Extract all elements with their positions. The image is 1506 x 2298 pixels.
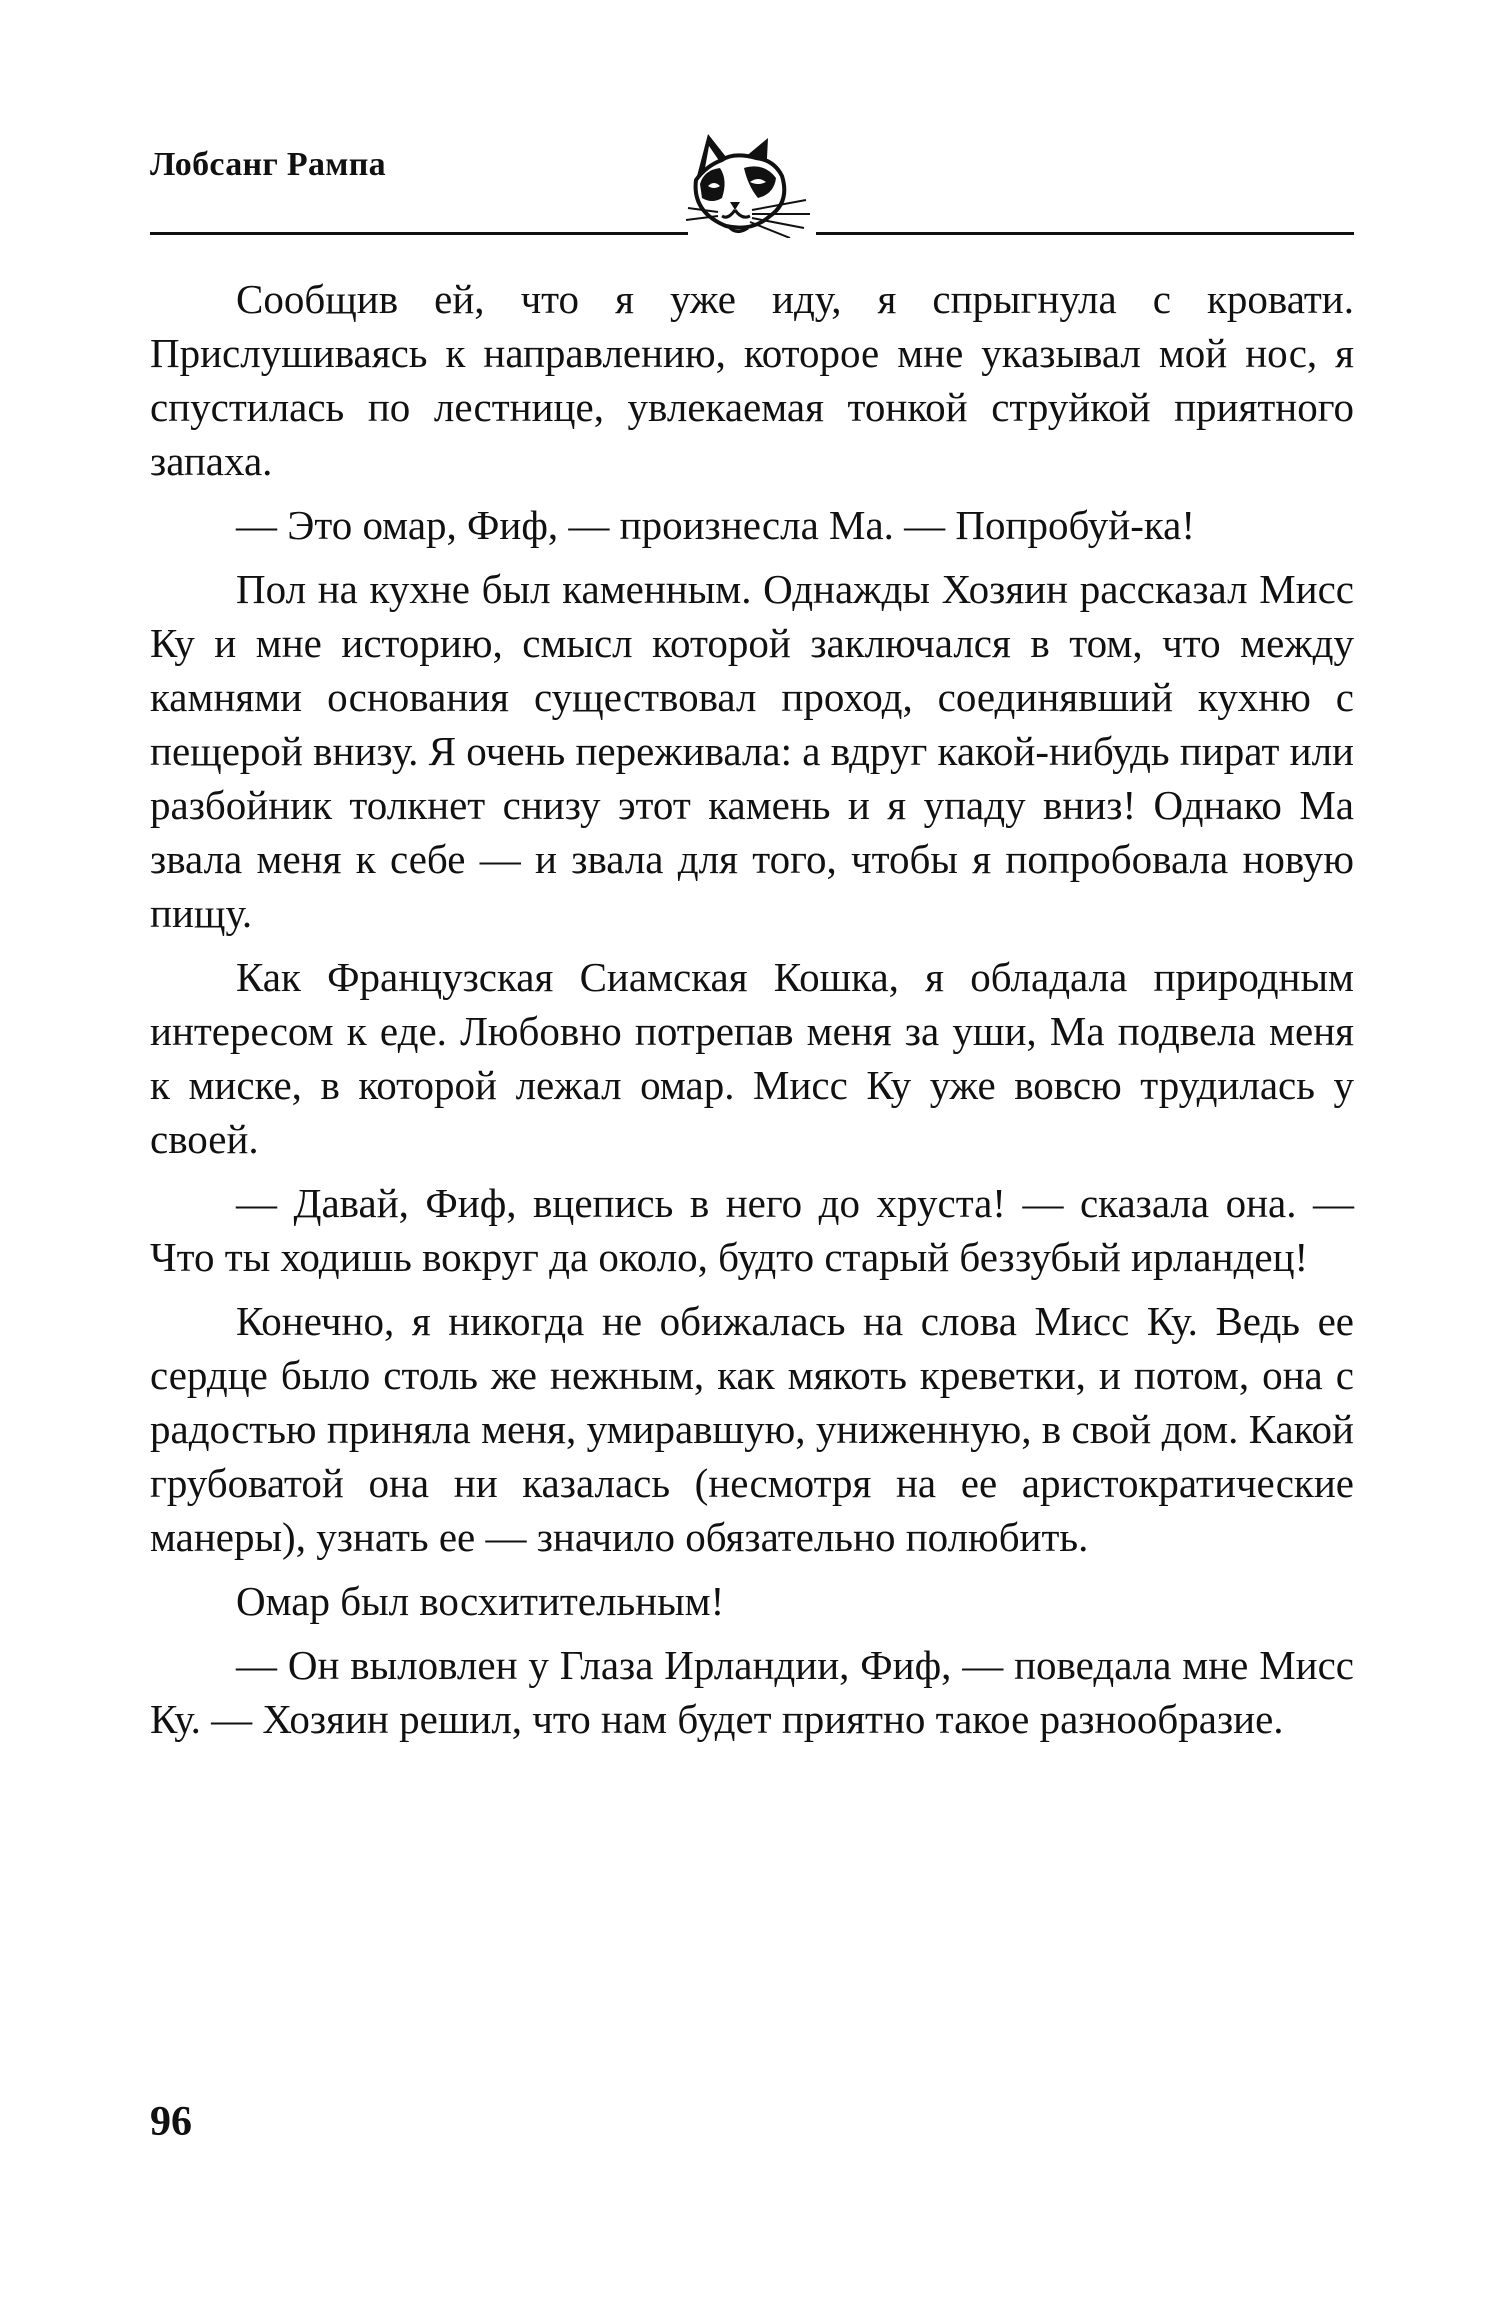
header-rule-right <box>816 232 1354 235</box>
paragraph: — Это омар, Фиф, — произнесла Ма. — Попробуй-ка! <box>236 502 1196 548</box>
siamese-cat-head-icon <box>678 128 828 238</box>
paragraph: — Давай, Фиф, вцепись в него до хруста! — сказала она. — Что ты ходишь вокруг да около, будто старый беззубый ирландец! <box>150 1180 1354 1280</box>
paragraph: Пол на кухне был каменным. Однажды Хозяин рассказал Мисс Ку и мне историю, смысл которой заключался в том, что между камнями основания существовал проход, соединявший кухню с пещерой внизу. Я очень переживала: а вдруг какой-нибудь пират или разбойник толкнет снизу этот камень и я упаду вниз! Однако Ма звала меня к себе — и звала для того, чтобы я попробовала новую пищу. <box>150 566 1354 936</box>
running-head-author: Лобсанг Рампа <box>150 146 386 183</box>
paragraph: Омар был восхитительным! <box>236 1578 725 1624</box>
body-text <box>150 272 1354 1756</box>
header-rule-left <box>150 232 688 235</box>
paragraph: Как Французская Сиамская Кошка, я обладала природным интересом к еде. Любовно потрепав меня за уши, Ма подвела меня к миске, в которой лежал омар. Мисс Ку уже вовсю трудилась у своей. <box>150 954 1354 1162</box>
running-head <box>150 128 1354 238</box>
page-number: 96 <box>150 2099 192 2145</box>
paragraph: — Он выловлен у Глаза Ирландии, Фиф, — поведала мне Мисс Ку. — Хозяин решил, что нам будет приятно такое разнообразие. <box>150 1642 1354 1742</box>
paragraph: Конечно, я никогда не обижалась на слова Мисс Ку. Ведь ее сердце было столь же нежным, как мякоть креветки, и потом, она с радостью приняла меня, умиравшую, униженную, в свой дом. Какой грубоватой она ни казалась (несмотря на ее аристократические манеры), узнать ее — значило обязательно полюбить. <box>150 1298 1354 1560</box>
paragraph: Сообщив ей, что я уже иду, я спрыгнула с кровати. Прислушиваясь к направлению, которое мне указывал мой нос, я спустилась по лестнице, увлекаемая тонкой струйкой приятного запаха. <box>150 276 1354 484</box>
